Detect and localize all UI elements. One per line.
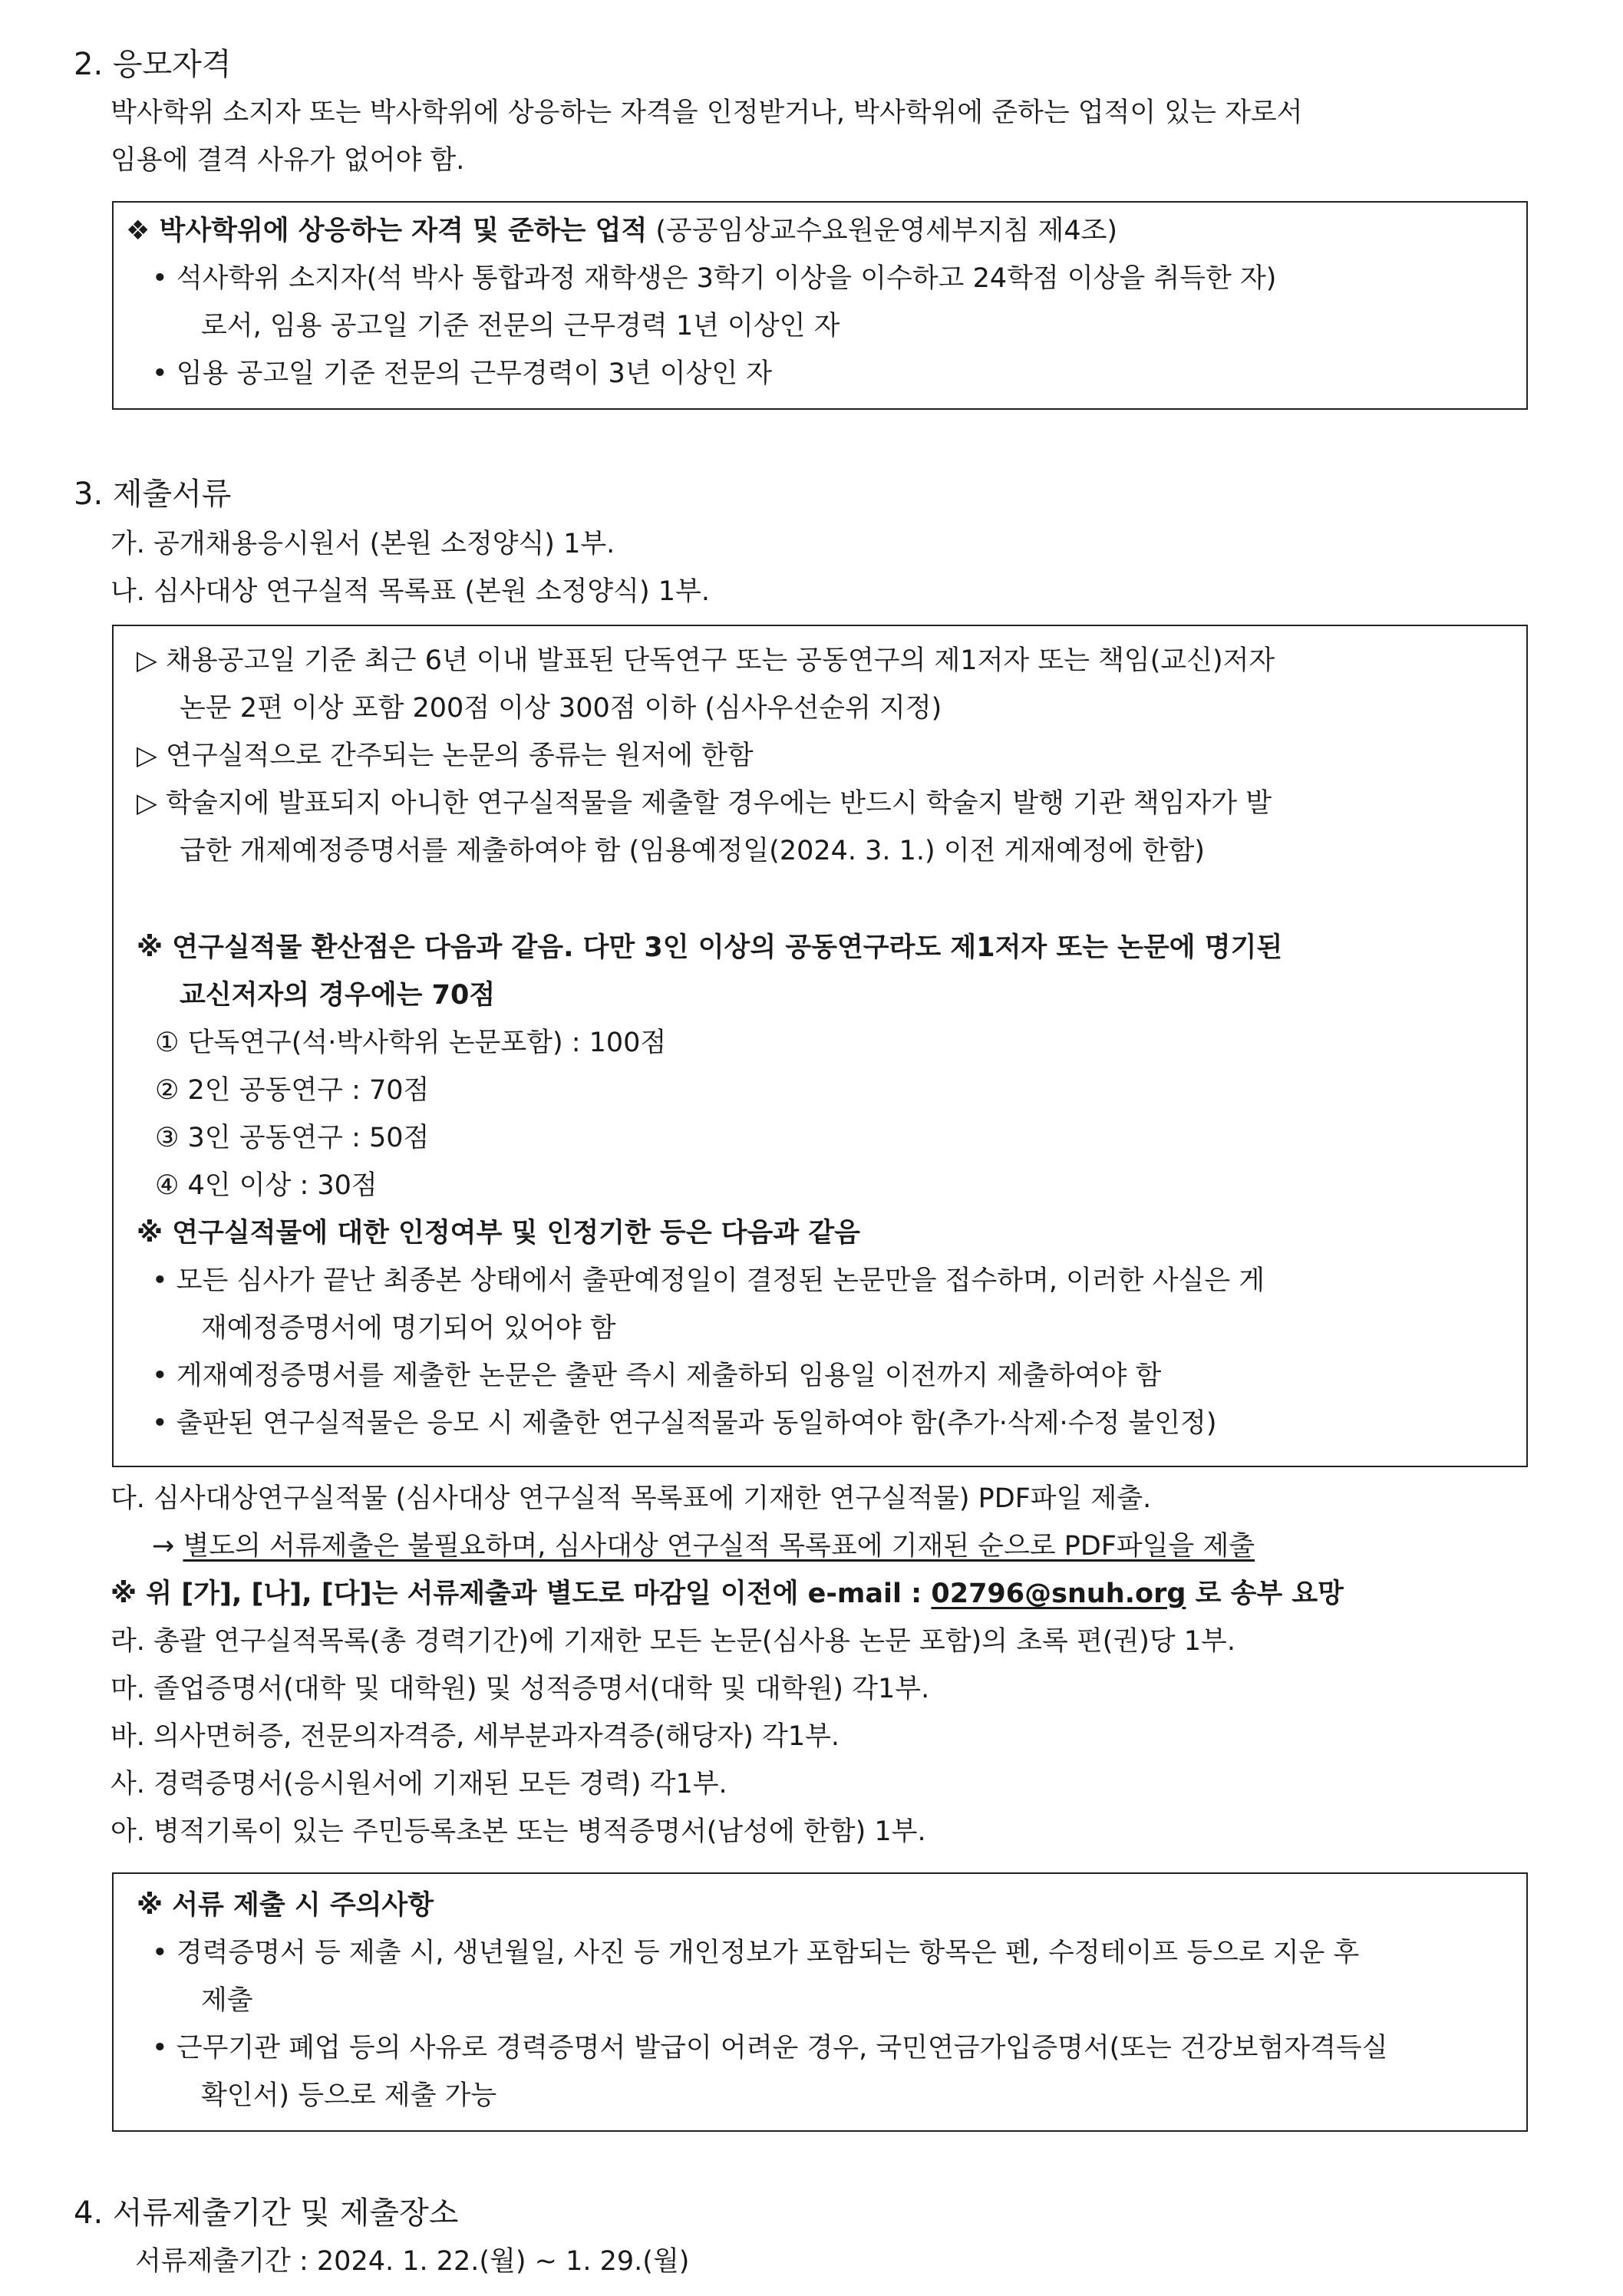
doc-item-ga: 가. 공개채용응시원서 (본원 소정양식) 1부. (111, 529, 615, 559)
email-notice-pre: ※ 위 [가], [나], [다]는 서류제출과 별도로 마감일 이전에 e-mail : (111, 1578, 932, 1609)
email-notice (111, 1575, 1344, 1613)
doc-item-ra: 라. 총괄 연구실적목록(총 경력기간)에 기재한 모든 논문(심사용 논문 포함)의 초록 편(권)당 1부. (111, 1626, 1235, 1657)
section-2-heading: 2. 응모자격 (74, 47, 232, 82)
score-item-4: ④ 4인 이상 : 30점 (155, 1170, 378, 1201)
section-2-body-line-2: 임용에 결격 사유가 없어야 함. (111, 145, 465, 176)
qualification-box-title (126, 212, 1117, 250)
caution-item-1: • 경력증명서 등 제출 시, 생년월일, 사진 등 개인정보가 포함되는 항목은 펜, 수정테이프 등으로 지운 후 (152, 1938, 1360, 1968)
score-note-1-cont: 교신저자의 경우에는 70점 (180, 980, 496, 1011)
doc-item-da-sub (152, 1527, 1255, 1565)
doc-item-ma: 마. 졸업증명서(대학 및 대학원) 및 성적증명서(대학 및 대학원) 각1부. (111, 1674, 930, 1704)
research-line-2: 논문 2편 이상 포함 200점 이상 300점 이하 (심사우선순위 지정) (180, 693, 942, 724)
section-4-heading: 4. 서류제출기간 및 제출장소 (74, 2195, 459, 2231)
research-line-1: ▷ 채용공고일 기준 최근 6년 이내 발표된 단독연구 또는 공동연구의 제1저자 또는 책임(교신)저자 (137, 645, 1275, 676)
qualification-item-1: • 석사학위 소지자(석 박사 통합과정 재학생은 3학기 이상을 이수하고 24학점 이상을 취득한 자) (152, 263, 1277, 294)
research-line-4: ▷ 학술지에 발표되지 아니한 연구실적물을 제출할 경우에는 반드시 학술지 발행 기관 책임자가 발 (137, 788, 1272, 819)
score-item-1: ① 단독연구(석·박사학위 논문포함) : 100점 (155, 1028, 667, 1058)
caution-item-1-cont: 제출 (201, 1985, 253, 2016)
section-2-body-line-1: 박사학위 소지자 또는 박사학위에 상응하는 자격을 인정받거나, 박사학위에 준하는 업적이 있는 자로서 (111, 97, 1303, 128)
caution-item-2-cont: 확인서) 등으로 제출 가능 (201, 2080, 497, 2111)
qualification-box-title-note: (공공임상교수요원운영세부지침 제4조) (655, 216, 1118, 246)
email-notice-post: 로 송부 요망 (1186, 1578, 1344, 1609)
caution-box (112, 1872, 1528, 2132)
score-note-1: ※ 연구실적물 환산점은 다음과 같음. 다만 3인 이상의 공동연구라도 제1저자 또는 논문에 명기된 (137, 932, 1283, 963)
qualification-item-1-cont: 로서, 임용 공고일 기준 전문의 근무경력 1년 이상인 자 (201, 311, 840, 341)
email-link[interactable]: 02796@snuh.org (931, 1578, 1186, 1609)
doc-item-da-sub-text: 별도의 서류제출은 불필요하며, 심사대상 연구실적 목록표에 기재된 순으로 PDF파일을 제출 (183, 1531, 1255, 1562)
doc-item-ba: 바. 의사면허증, 전문의자격증, 세부분과자격증(해당자) 각1부. (111, 1721, 840, 1752)
recognition-item-2: • 게재예정증명서를 제출한 논문은 출판 즉시 제출하되 임용일 이전까지 제출하여야 함 (152, 1361, 1162, 1391)
submission-period: 서류제출기간 : 2024. 1. 22.(월) ~ 1. 29.(월) (135, 2246, 690, 2277)
recognition-note: ※ 연구실적물에 대한 인정여부 및 인정기한 등은 다음과 같음 (137, 1218, 860, 1249)
score-item-3: ③ 3인 공동연구 : 50점 (155, 1123, 430, 1153)
doc-item-da: 다. 심사대상연구실적물 (심사대상 연구실적 목록표에 기재한 연구실적물) PDF파일 제출. (111, 1483, 1152, 1514)
qualification-box-title-main: ❖ 박사학위에 상응하는 자격 및 준하는 업적 (126, 216, 648, 246)
caution-title: ※ 서류 제출 시 주의사항 (137, 1890, 434, 1921)
recognition-item-3: • 출판된 연구실적물은 응모 시 제출한 연구실적물과 동일하여야 함(추가·삭제·수정 불인정) (152, 1408, 1217, 1439)
section-3-heading: 3. 제출서류 (74, 477, 232, 512)
research-line-5: 급한 개제예정증명서를 제출하여야 함 (임용예정일(2024. 3. 1.) 이전 게재예정에 한함) (180, 836, 1206, 866)
recognition-item-1: • 모든 심사가 끝난 최종본 상태에서 출판예정일이 결정된 논문만을 접수하며, 이러한 사실은 게 (152, 1265, 1265, 1296)
score-item-2: ② 2인 공동연구 : 70점 (155, 1075, 430, 1106)
doc-item-a: 아. 병적기록이 있는 주민등록초본 또는 병적증명서(남성에 한함) 1부. (111, 1816, 926, 1847)
recognition-item-1-cont: 재예정증명서에 명기되어 있어야 함 (201, 1313, 616, 1344)
arrow-icon: → (152, 1531, 175, 1562)
qualification-item-2: • 임용 공고일 기준 전문의 근무경력이 3년 이상인 자 (152, 358, 773, 389)
research-box (112, 625, 1528, 1467)
doc-item-sa: 사. 경력증명서(응시원서에 기재된 모든 경력) 각1부. (111, 1769, 727, 1800)
qualification-box (112, 201, 1528, 410)
doc-item-na: 나. 심사대상 연구실적 목록표 (본원 소정양식) 1부. (111, 576, 710, 607)
caution-item-2: • 근무기관 폐업 등의 사유로 경력증명서 발급이 어려운 경우, 국민연금가입증명서(또는 건강보험자격득실 (152, 2033, 1388, 2063)
research-line-3: ▷ 연구실적으로 간주되는 논문의 종류는 원저에 한함 (137, 741, 754, 771)
